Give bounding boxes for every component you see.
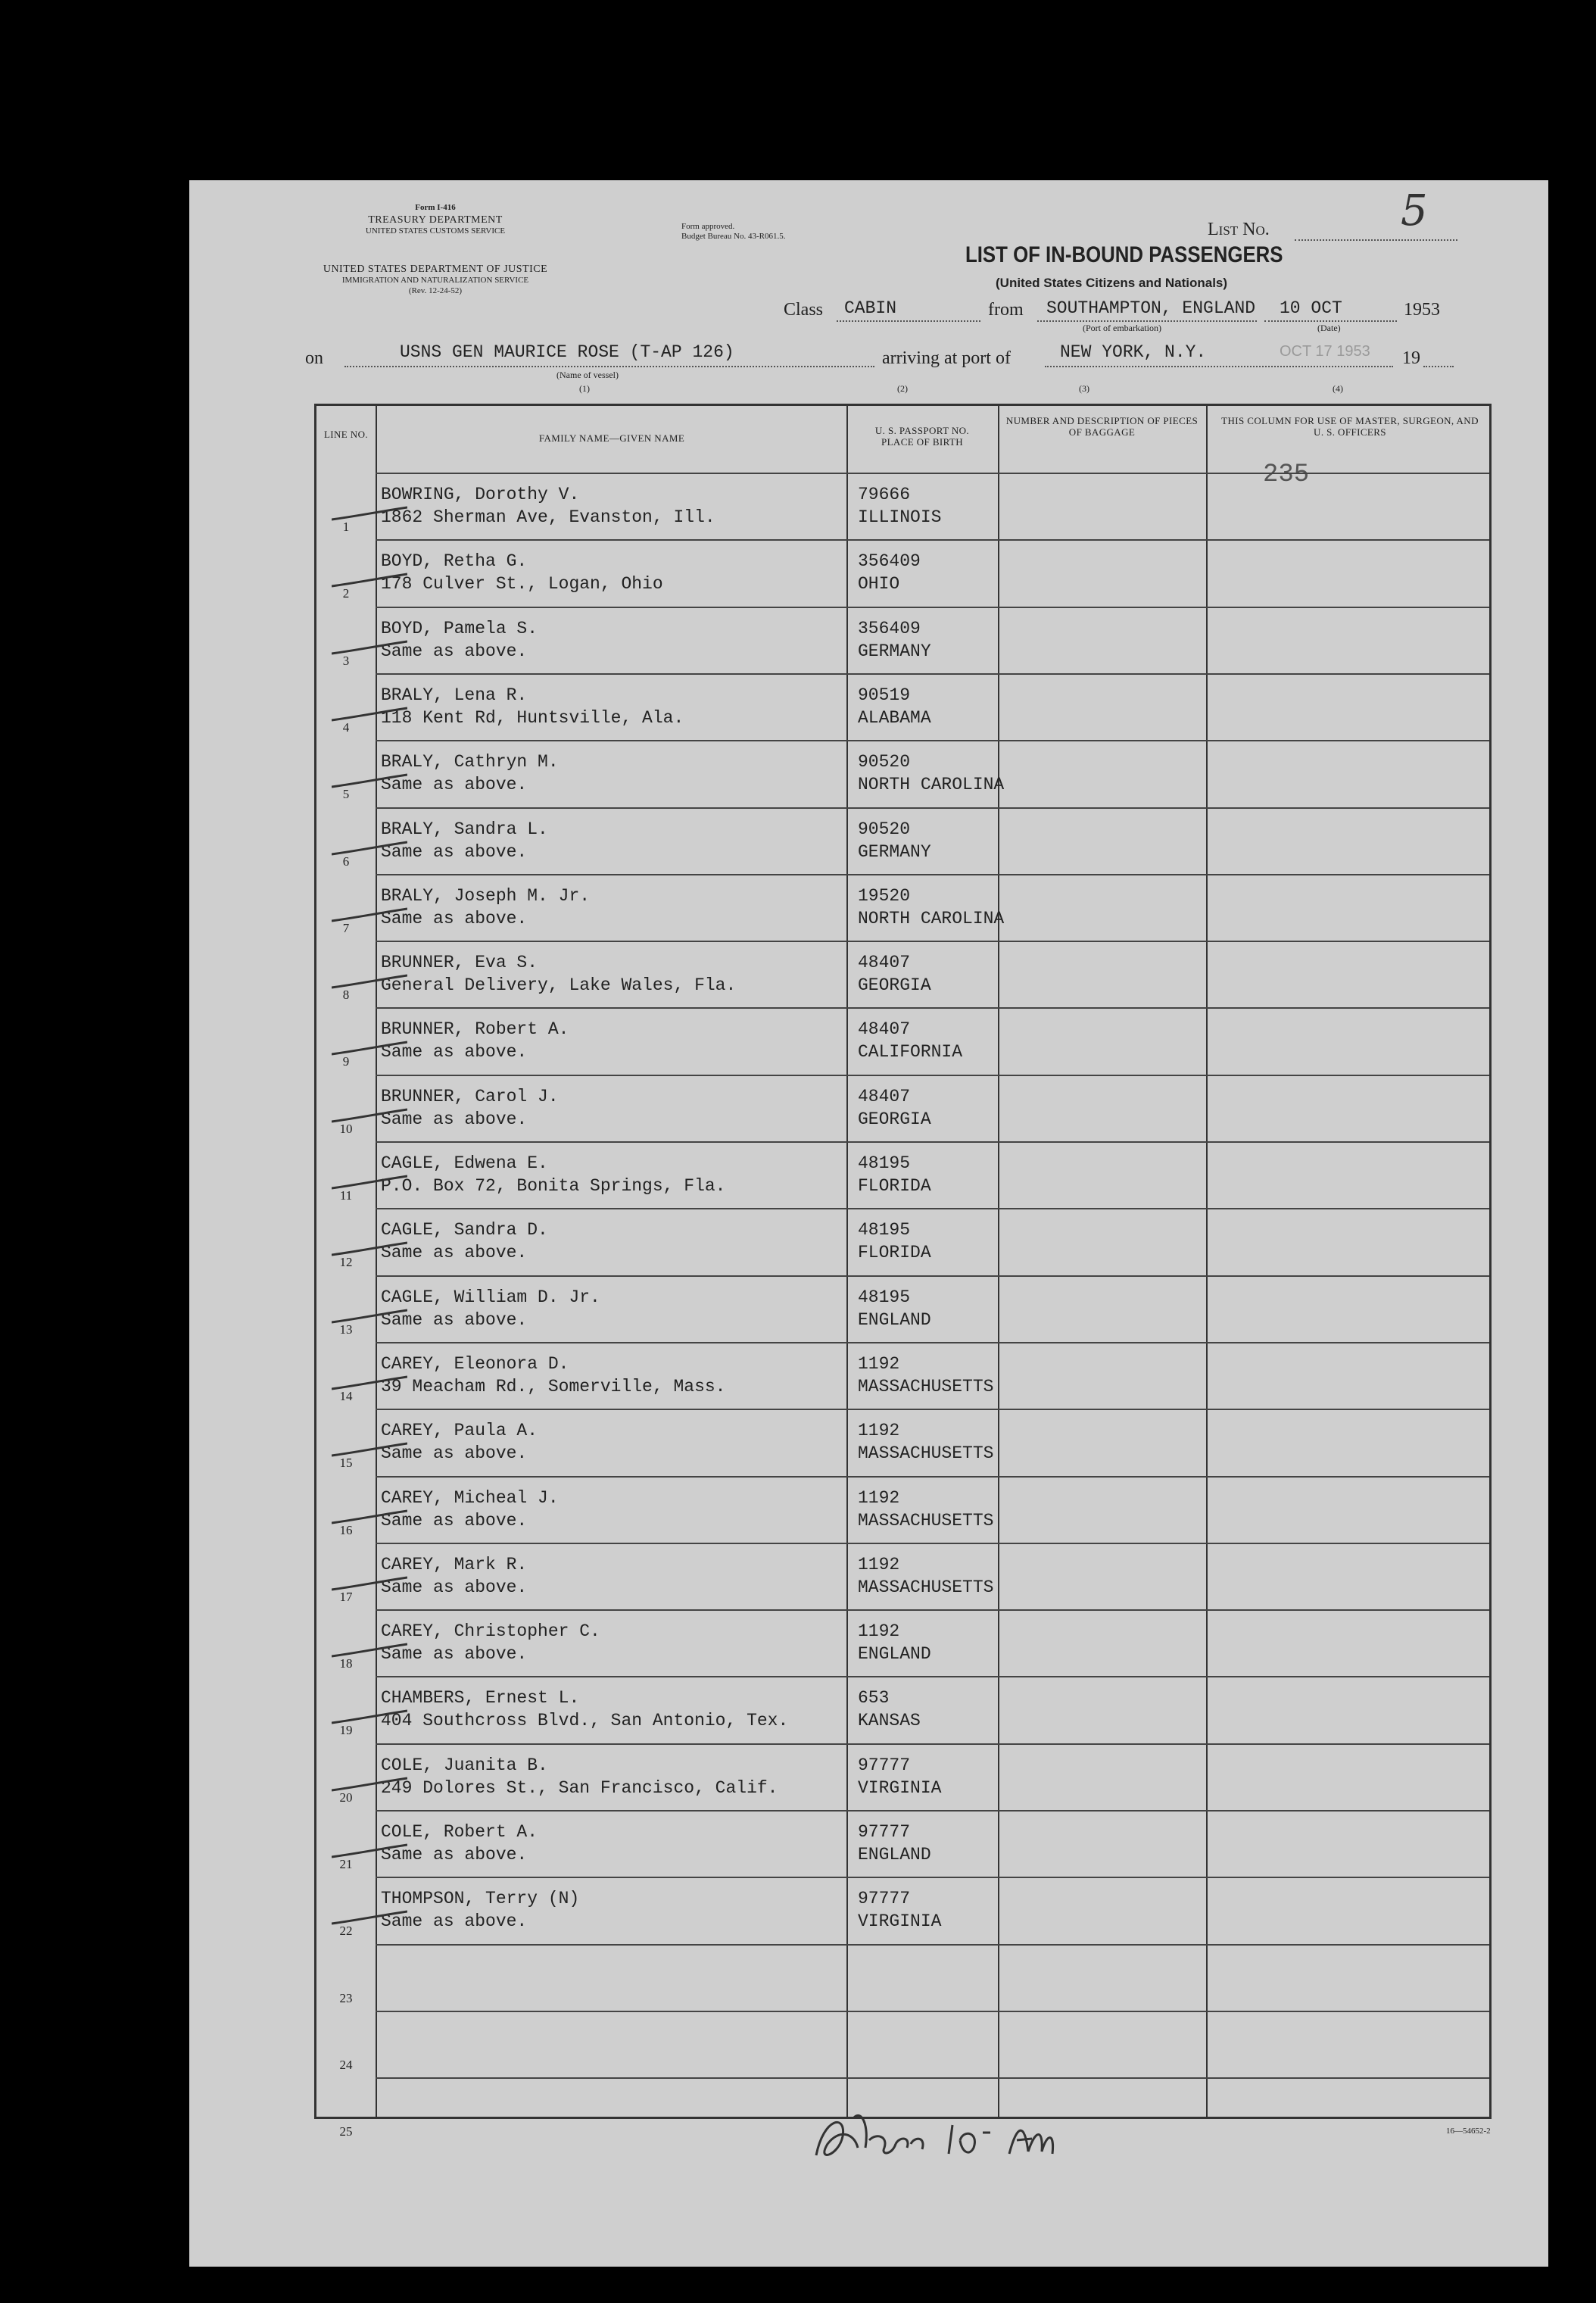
passenger-name-address (381, 951, 736, 997)
year-prefix: 19 (1402, 348, 1420, 368)
table-row (316, 1342, 1489, 1409)
officer-note: 235 (1263, 460, 1310, 489)
header-officers: THIS COLUMN FOR USE OF MASTER, SURGEON, AND U. S. OFFICERS (1221, 415, 1479, 438)
table-row (316, 2011, 1489, 2077)
passport-birthplace (858, 1553, 993, 1599)
footer-code: 16—54652-2 (1446, 2127, 1491, 2136)
col-num-2: (2) (897, 383, 908, 394)
table-row (316, 607, 1489, 673)
passport-birthplace (858, 951, 931, 997)
passport-birthplace (858, 1353, 993, 1398)
passport-number: 90519 (858, 685, 911, 705)
vessel-name: USNS GEN MAURICE ROSE (T-AP 126) (400, 342, 734, 362)
passport-number: 48407 (858, 1086, 911, 1106)
passport-number: 90520 (858, 819, 911, 839)
place-of-birth: NORTH CAROLINA (858, 908, 1005, 928)
passenger-address: General Delivery, Lake Wales, Fla. (381, 975, 737, 996)
table-row (316, 1810, 1489, 1877)
list-subtitle: (United States Citizens and Nationals) (996, 276, 1228, 290)
dept-line-4: IMMIGRATION AND NATURALIZATION SERVICE (341, 276, 529, 285)
check-mark (332, 1709, 407, 1726)
passport-number: 653 (858, 1688, 890, 1709)
table-row (316, 473, 1489, 539)
check-mark (332, 1509, 407, 1526)
passenger-address: Same as above. (381, 641, 528, 661)
table-row (316, 941, 1489, 1007)
line-number: 12 (339, 1255, 353, 1270)
passenger-address: Same as above. (381, 1911, 528, 1932)
passport-birthplace (858, 1821, 931, 1866)
passport-birthplace (858, 818, 931, 863)
check-mark (332, 707, 407, 723)
check-mark (332, 1241, 407, 1258)
passport-birthplace (858, 1219, 931, 1264)
place-of-birth: VIRGINIA (858, 1911, 942, 1932)
col-num-4: (4) (1333, 383, 1343, 394)
table-row (316, 1676, 1489, 1743)
passport-number: 1192 (858, 1621, 900, 1642)
passenger-name: CAREY, Christopher C. (381, 1621, 600, 1642)
check-mark (332, 1910, 407, 1927)
passport-number: 1192 (858, 1421, 900, 1441)
check-mark (332, 1175, 407, 1191)
passport-number: 1192 (858, 1353, 900, 1374)
passenger-name-address (381, 684, 684, 729)
check-mark (332, 841, 407, 857)
passenger-name-address (381, 1286, 600, 1331)
passport-number: 97777 (858, 1755, 911, 1775)
passenger-name: BRUNNER, Robert A. (381, 1019, 569, 1040)
passport-number: 48195 (858, 1220, 911, 1240)
line-number: 16 (339, 1522, 353, 1537)
passenger-name: CAREY, Micheal J. (381, 1487, 559, 1508)
passenger-address: Same as above. (381, 775, 528, 795)
line-number: 25 (339, 2124, 353, 2139)
passenger-name: COLE, Juanita B. (381, 1755, 548, 1775)
check-mark (332, 974, 407, 991)
check-mark (332, 1041, 407, 1057)
passenger-name: CAREY, Mark R. (381, 1554, 528, 1574)
line-number: 21 (339, 1857, 353, 1871)
line-number: 20 (339, 1790, 353, 1805)
passport-birthplace (858, 1687, 921, 1732)
list-title: LIST OF IN-BOUND PASSENGERS (965, 242, 1283, 267)
check-mark (332, 773, 407, 790)
passenger-address: Same as above. (381, 1309, 528, 1330)
passport-birthplace (858, 1754, 941, 1799)
place-of-birth: ENGLAND (858, 1644, 931, 1665)
approval-line-1: Form approved. (681, 222, 735, 231)
passenger-address: Same as above. (381, 1042, 528, 1063)
handwritten-note (801, 2102, 1058, 2174)
dept-line-3: UNITED STATES DEPARTMENT OF JUSTICE (323, 264, 548, 275)
line-number: 15 (339, 1456, 353, 1471)
line-number: 19 (339, 1723, 353, 1738)
place-of-birth: MASSACHUSETTS (858, 1376, 994, 1396)
check-mark (332, 1643, 407, 1659)
passport-birthplace (858, 684, 931, 729)
passenger-name-address (381, 483, 715, 529)
line-number: 1 (342, 520, 350, 534)
line-number: 6 (342, 853, 350, 869)
passport-number: 1192 (858, 1487, 900, 1508)
passenger-name: BRALY, Cathryn M. (381, 752, 559, 772)
passenger-name: BOWRING, Dorothy V. (381, 485, 580, 504)
table-row (316, 874, 1489, 941)
passenger-name-address (381, 1620, 600, 1665)
passenger-name: BRUNNER, Eva S. (381, 953, 538, 973)
passenger-address: Same as above. (381, 1510, 528, 1531)
passport-birthplace (858, 550, 921, 595)
passport-birthplace (858, 1152, 931, 1197)
passenger-address: 39 Meacham Rd., Somerville, Mass. (381, 1376, 726, 1396)
line-number: 7 (342, 920, 350, 935)
passport-number: 356409 (858, 618, 921, 638)
passenger-address: P.O. Box 72, Bonita Springs, Fla. (381, 1176, 726, 1196)
header-passport: U. S. PASSPORT NO. PLACE OF BIRTH (874, 425, 970, 448)
place-of-birth: GEORGIA (858, 975, 931, 996)
passenger-name: CAGLE, Edwena E. (381, 1153, 548, 1173)
date-caption: (Date) (1317, 323, 1341, 333)
place-of-birth: MASSACHUSETTS (858, 1577, 994, 1597)
passenger-name: CAREY, Eleonora D. (381, 1353, 569, 1374)
passenger-name-address (381, 1152, 725, 1197)
place-of-birth: OHIO (858, 574, 900, 594)
check-mark (332, 1843, 407, 1860)
line-number: 23 (339, 1990, 353, 2005)
table-row (316, 807, 1489, 874)
table-row (316, 539, 1489, 606)
passport-number: 48407 (858, 1019, 911, 1040)
passenger-address: 404 Southcross Blvd., San Antonio, Tex. (381, 1711, 789, 1731)
place-of-birth: NORTH CAROLINA (858, 775, 1005, 795)
table-row (316, 740, 1489, 807)
check-mark (332, 640, 407, 657)
place-of-birth: FLORIDA (858, 1176, 931, 1196)
passport-number: 48195 (858, 1153, 911, 1173)
place-of-birth: FLORIDA (858, 1243, 931, 1263)
passenger-address: 178 Culver St., Logan, Ohio (381, 574, 663, 594)
passenger-address: 249 Dolores St., San Francisco, Calif. (381, 1777, 778, 1798)
line-number: 9 (342, 1054, 350, 1069)
passenger-name-address (381, 1085, 559, 1131)
passenger-name-address (381, 1353, 725, 1398)
passport-number: 97777 (858, 1822, 911, 1842)
line-number: 24 (339, 2057, 353, 2072)
check-mark (332, 573, 407, 589)
passenger-address: 1862 Sherman Ave, Evanston, Ill. (381, 507, 715, 527)
col-num-1: (1) (579, 383, 590, 394)
passenger-name: BRALY, Sandra L. (381, 819, 548, 839)
manifest-sheet (189, 180, 1548, 2267)
arrival-stamp: OCT 17 1953 (1280, 343, 1370, 360)
passenger-address: Same as above. (381, 908, 528, 928)
place-of-birth: GERMANY (858, 841, 931, 862)
table-row (316, 1743, 1489, 1810)
passenger-name: CAGLE, Sandra D. (381, 1220, 548, 1240)
place-of-birth: GEORGIA (858, 1109, 931, 1129)
line-number: 18 (339, 1656, 353, 1671)
arriving-label: arriving at port of (882, 348, 1011, 368)
date-value: 10 OCT (1280, 298, 1342, 318)
passenger-address: Same as above. (381, 1109, 528, 1129)
vessel-caption: (Name of vessel) (556, 370, 619, 380)
passenger-name: BOYD, Retha G. (381, 551, 528, 572)
passport-birthplace (858, 1286, 931, 1331)
table-row (316, 1141, 1489, 1208)
dept-line-5: (Rev. 12-24-52) (408, 286, 463, 295)
check-mark (332, 1576, 407, 1593)
passport-number: 19520 (858, 885, 911, 906)
passenger-address: Same as above. (381, 1443, 528, 1464)
place-of-birth: ALABAMA (858, 707, 931, 728)
passenger-name-address (381, 1687, 788, 1732)
header-baggage: NUMBER AND DESCRIPTION OF PIECES OF BAGGAGE (1005, 415, 1199, 438)
passenger-address: Same as above. (381, 1577, 528, 1597)
class-value: CABIN (844, 298, 897, 318)
header-line-no: LINE NO. (323, 429, 369, 440)
place-of-birth: MASSACHUSETTS (858, 1443, 994, 1464)
passport-birthplace (858, 1487, 993, 1532)
place-of-birth: ENGLAND (858, 1845, 931, 1865)
passenger-name: BRALY, Joseph M. Jr. (381, 885, 591, 906)
passenger-name: CAREY, Paula A. (381, 1421, 538, 1441)
passenger-address: Same as above. (381, 841, 528, 862)
date-year: 1953 (1404, 300, 1440, 320)
dept-line-2: UNITED STATES CUSTOMS SERVICE (365, 226, 506, 236)
passenger-name-address (381, 885, 590, 930)
table-row (316, 1476, 1489, 1543)
passport-birthplace (858, 1620, 931, 1665)
passenger-name: CAGLE, William D. Jr. (381, 1287, 600, 1307)
passport-birthplace (858, 1419, 993, 1465)
list-no-label: List No. (1208, 220, 1270, 239)
passport-birthplace (858, 617, 931, 663)
table-row (316, 1208, 1489, 1275)
approval-line-2: Budget Bureau No. 43-R061.5. (681, 232, 786, 241)
line-number: 14 (339, 1388, 353, 1403)
port-embarkation-caption: (Port of embarkation) (1083, 323, 1161, 333)
line-number: 10 (339, 1121, 353, 1136)
line-number: 5 (342, 787, 350, 802)
passenger-name-address (381, 751, 559, 796)
place-of-birth: GERMANY (858, 641, 931, 661)
line-number: 22 (339, 1924, 353, 1939)
passenger-name-address (381, 1487, 559, 1532)
table-row (316, 1409, 1489, 1475)
class-label: Class (784, 300, 824, 320)
list-no-value: 5 (1401, 186, 1428, 236)
passport-number: 1192 (858, 1554, 900, 1574)
passenger-name-address (381, 1754, 778, 1799)
table-row (316, 1075, 1489, 1141)
on-label: on (305, 348, 323, 368)
passenger-name: COLE, Robert A. (381, 1822, 538, 1842)
check-mark (332, 1375, 407, 1392)
table-row (316, 673, 1489, 740)
passport-number: 97777 (858, 1889, 911, 1909)
dept-line-1: TREASURY DEPARTMENT (368, 214, 503, 226)
passport-number: 79666 (858, 485, 911, 504)
line-number: 8 (342, 988, 350, 1003)
form-number: Form I-416 (415, 203, 456, 212)
passenger-address: Same as above. (381, 1845, 528, 1865)
header-name: FAMILY NAME—GIVEN NAME (538, 432, 685, 444)
passenger-name: BOYD, Pamela S. (381, 618, 538, 638)
check-mark (332, 907, 407, 924)
passport-number: 48407 (858, 953, 911, 973)
table-row (316, 1007, 1489, 1074)
check-mark (332, 1777, 407, 1793)
place-of-birth: VIRGINIA (858, 1777, 942, 1798)
check-mark (332, 1108, 407, 1125)
check-mark (332, 1442, 407, 1459)
passport-birthplace (858, 1887, 941, 1933)
check-mark (332, 1309, 407, 1325)
passport-number: 48195 (858, 1287, 911, 1307)
passenger-name-address (381, 1018, 569, 1063)
passenger-name: BRUNNER, Carol J. (381, 1086, 559, 1106)
passenger-name: BRALY, Lena R. (381, 685, 528, 705)
check-mark (332, 506, 407, 523)
passport-birthplace (858, 885, 1004, 930)
passport-number: 356409 (858, 551, 921, 572)
line-number: 2 (342, 586, 350, 601)
passport-birthplace (858, 1018, 962, 1063)
port-embarkation: SOUTHAMPTON, ENGLAND (1046, 298, 1256, 318)
passenger-address: Same as above. (381, 1243, 528, 1263)
table-row (316, 1543, 1489, 1609)
arrival-port: NEW YORK, N.Y. (1060, 342, 1207, 362)
passport-birthplace (858, 751, 1004, 796)
passport-number: 90520 (858, 752, 911, 772)
place-of-birth: ILLINOIS (858, 507, 942, 527)
passport-birthplace (858, 483, 941, 529)
line-number: 4 (342, 719, 350, 735)
place-of-birth: CALIFORNIA (858, 1042, 963, 1063)
passenger-name: THOMPSON, Terry (N) (381, 1889, 580, 1909)
place-of-birth: MASSACHUSETTS (858, 1510, 994, 1531)
line-number: 11 (339, 1188, 353, 1203)
table-row (316, 1877, 1489, 1943)
place-of-birth: ENGLAND (858, 1309, 931, 1330)
line-number: 13 (339, 1322, 353, 1337)
col-num-3: (3) (1079, 383, 1089, 394)
place-of-birth: KANSAS (858, 1711, 921, 1731)
line-number: 17 (339, 1589, 353, 1604)
line-number: 3 (342, 653, 350, 668)
table-row (316, 1944, 1489, 2011)
passenger-name: CHAMBERS, Ernest L. (381, 1688, 580, 1709)
table-row (316, 1275, 1489, 1342)
passenger-address: Same as above. (381, 1644, 528, 1665)
table-row (316, 1609, 1489, 1676)
passenger-address: 118 Kent Rd, Huntsville, Ala. (381, 707, 684, 728)
from-label: from (988, 300, 1024, 320)
passenger-name-address (381, 550, 663, 595)
passenger-name-address (381, 1887, 579, 1933)
passport-birthplace (858, 1085, 931, 1131)
